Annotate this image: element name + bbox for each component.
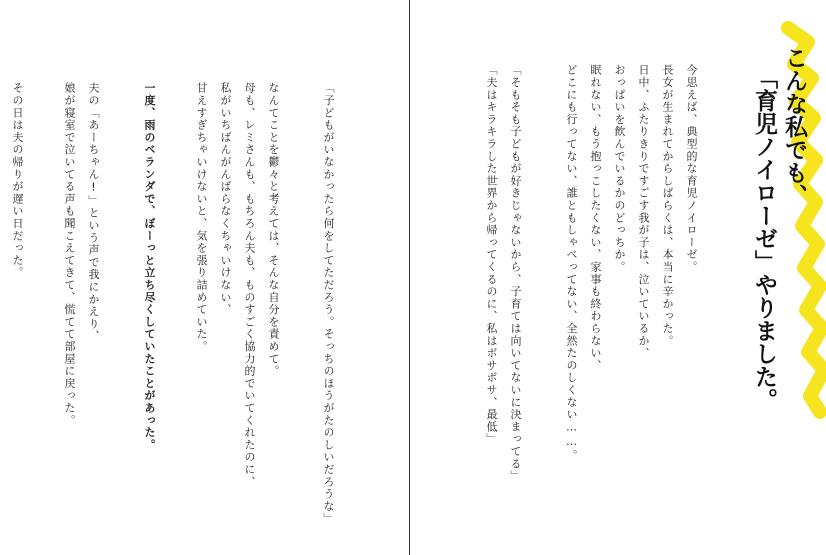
left-body-line-2: なんてことを鬱々と考えては、そんな自分を責めて。 xyxy=(267,82,280,378)
left-body-line-6: 夫の「あーちゃん!」という声で我にかえり、 xyxy=(87,82,100,343)
left-body-line-emphasis: 一度、雨のベランダで、ぼーっと立ち尽くしていたことがあった。 xyxy=(143,82,156,451)
title-line-2: 「育児ノイローゼ」やりました。 xyxy=(751,66,777,411)
right-body-line-7: 「そもそも子どもが好きじゃないから、子育ては向いてないに決まってる」 xyxy=(509,64,522,483)
left-body-line-7: 娘が寝室で泣いてる声も聞こえてきて、慌てて部屋に戻った。 xyxy=(63,82,76,427)
right-body-line-2: 長女が生まれてからしばらくは、本当に辛かった。 xyxy=(661,64,674,347)
right-body-line-3: 日中、ふたりきりですごす我が子は、泣いているか、 xyxy=(637,64,650,360)
left-body-line-1: 「子どもがいなかったら何をしてただろう。そっちのほうがたのしいだろうな」 xyxy=(322,82,335,525)
right-body-line-1: 今思えば、典型的な育児ノイローゼ。 xyxy=(685,64,698,274)
right-body-line-4: おっぱいを飲んでいるかのどっちか。 xyxy=(613,64,626,274)
right-body-line-8: 「夫はキラキラした世界から帰ってくるのに、私はボサボサ、最低」 xyxy=(485,64,498,446)
right-body-line-6: どこにも行ってない、誰ともしゃべってない、全然たのしくない……。 xyxy=(565,64,578,462)
left-body-line-5: 甘えすぎちゃいけないと、気を張り詰めていた。 xyxy=(195,82,208,353)
chapter-title xyxy=(736,20,826,420)
left-body-line-4: 私がいちばんがんばらなくちゃいけない、 xyxy=(219,82,232,316)
left-page xyxy=(0,0,409,555)
left-body-line-8: その日は夫の帰りが遅い日だった。 xyxy=(11,82,24,279)
left-body-line-3: 母も、レミさんも、もちろん夫も、ものすごく協力的でいてくれたのに、 xyxy=(243,82,256,488)
right-body-line-5: 眠れない、もう抱っこしたくない、家事も終わらない、 xyxy=(589,64,602,372)
title-line-1: こんな私でも、 xyxy=(781,46,807,207)
